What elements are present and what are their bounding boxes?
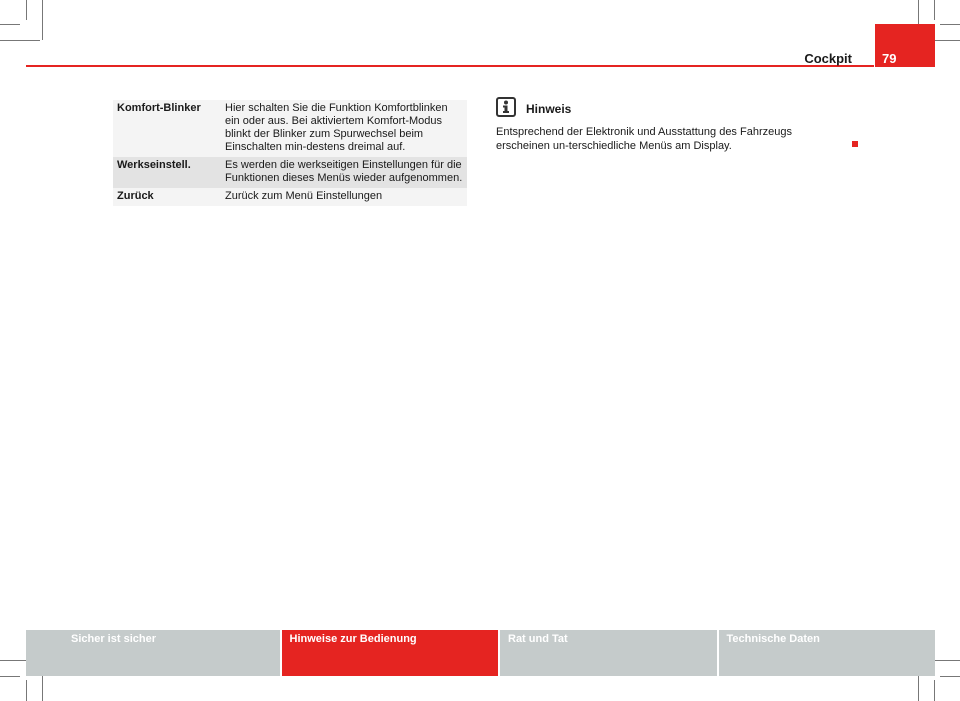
row-key: Zurück	[117, 190, 154, 202]
crop-mark	[0, 24, 20, 25]
page-number: 79	[882, 51, 897, 66]
crop-mark	[934, 680, 935, 701]
row-value: Hier schalten Sie die Funktion Komfortblinken ein oder aus. Bei aktiviertem Komfort-Modus blinkt der Blinker zum Spurwechsel beim Einschalten min-destens dreimal auf.	[225, 102, 448, 153]
note-header	[496, 97, 861, 117]
crop-mark	[26, 0, 27, 20]
crop-mark	[26, 680, 27, 701]
table-row	[113, 100, 467, 157]
note-box	[496, 97, 861, 153]
table-row	[113, 157, 467, 188]
chapter-title: Cockpit	[804, 51, 852, 66]
tab-technische-daten[interactable]: Technische Daten	[719, 630, 936, 676]
tab-rat-und-tat[interactable]: Rat und Tat	[500, 630, 719, 676]
crop-mark	[0, 40, 40, 41]
crop-mark	[42, 0, 43, 40]
crop-mark	[940, 24, 960, 25]
note-text: Entsprechend der Elektronik und Ausstattung des Fahrzeugs erscheinen un-terschiedliche Menüs am Display.	[496, 126, 792, 152]
crop-mark	[0, 676, 20, 677]
table-row	[113, 188, 467, 206]
row-key: Werkseinstell.	[117, 159, 191, 171]
row-value: Es werden die werkseitigen Einstellungen für die Funktionen dieses Menüs wieder aufgenommen.	[225, 159, 463, 184]
row-value: Zurück zum Menü Einstellungen	[225, 190, 383, 202]
footer-nav	[26, 630, 935, 676]
tab-sicher-ist-sicher[interactable]: Sicher ist sicher	[26, 630, 282, 676]
note-title: Hinweis	[526, 102, 572, 116]
crop-mark	[940, 676, 960, 677]
tab-hinweise-zur-bedienung[interactable]: Hinweise zur Bedienung	[282, 630, 501, 676]
settings-table	[113, 100, 467, 206]
row-key: Komfort-Blinker	[117, 102, 201, 114]
section-end-mark	[852, 141, 858, 147]
info-icon	[496, 97, 516, 117]
header-rule	[26, 65, 874, 67]
crop-mark	[934, 0, 935, 20]
